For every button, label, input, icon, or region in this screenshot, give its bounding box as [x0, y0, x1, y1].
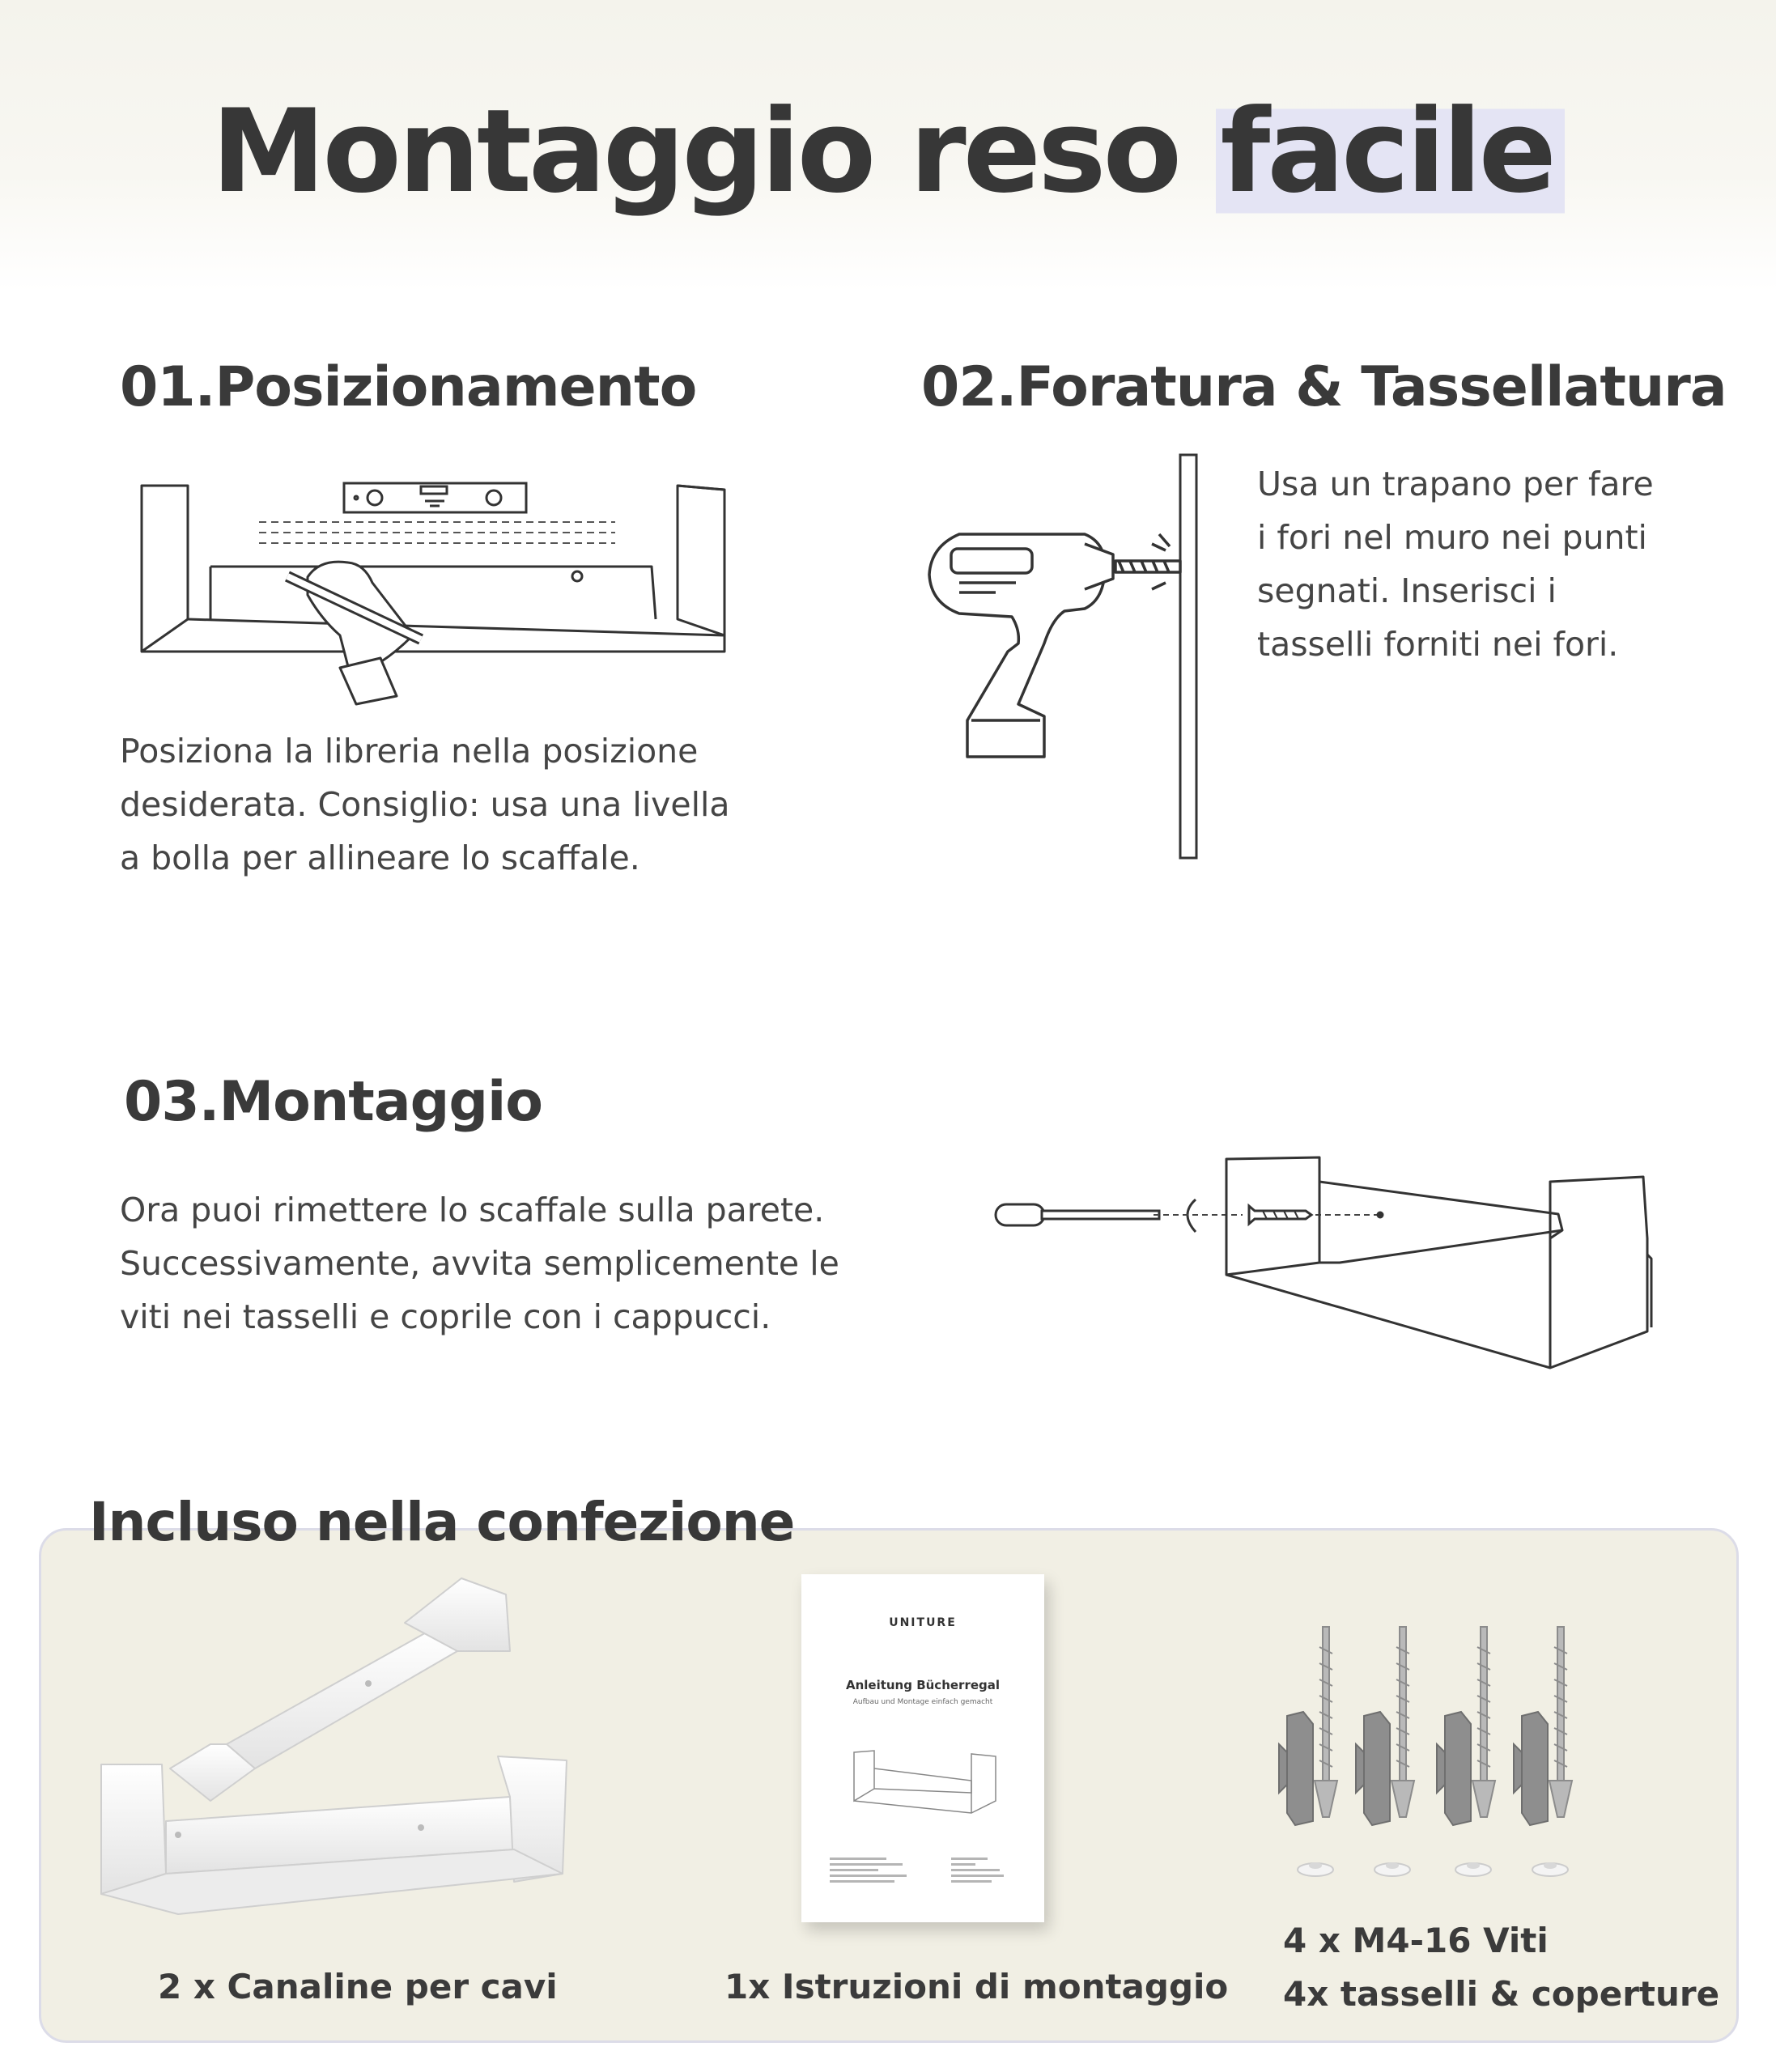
screwdriver-icon	[996, 1204, 1159, 1225]
manual-image	[801, 1574, 1044, 1922]
included-item-1-caption: 2 x Canaline per cavi	[158, 1967, 558, 2006]
screw-icon	[1279, 1627, 1337, 1876]
positioning-illustration	[134, 473, 733, 716]
included-item-3-caption: 4 x M4-16 Viti 4x tasselli & coperture	[1283, 1921, 1720, 2014]
channel-upper	[170, 1578, 510, 1801]
manual-brand: UNITURE	[889, 1616, 957, 1629]
step-1-heading: 01.Posizionamento	[120, 355, 697, 419]
alignment-lines	[259, 522, 615, 543]
mounting-illustration	[992, 1149, 1655, 1376]
page-title-highlight: facile	[1216, 85, 1565, 219]
step-1-description: Posiziona la libreria nella posizione desiderata. Consiglio: usa una livella a bolla per allineare lo scaffale.	[120, 732, 730, 877]
manual-subtitle: Aufbau und Montage einfach gemacht	[852, 1698, 993, 1706]
cable-channels-image	[89, 1574, 591, 1922]
channel-lower	[101, 1756, 567, 1914]
wall-icon	[1180, 455, 1196, 858]
shelf-icon	[142, 486, 724, 652]
manual-footer-text	[830, 1858, 1016, 1890]
pencil-hand-icon	[287, 562, 421, 704]
shelf-icon	[1226, 1157, 1651, 1368]
manual-title: Anleitung Bücherregal	[845, 1678, 1001, 1692]
screw-icon	[1249, 1206, 1311, 1224]
included-heading: Incluso nella confezione	[89, 1491, 795, 1553]
step-3-description: Ora puoi rimettere lo scaffale sulla parete. Successivamente, avvita semplicemente le viti nei tasselli e coprile con i cappucci.	[120, 1191, 839, 1336]
wall-plug-icon	[1279, 1712, 1313, 1825]
included-item-2-caption: 1x Istruzioni di montaggio	[724, 1967, 1229, 2006]
step-2-heading: 02.Foratura & Tassellatura	[921, 355, 1727, 419]
manual-shelf-drawing	[850, 1744, 1000, 1817]
page-title-main: Montaggio reso	[211, 85, 1179, 219]
screws-and-plugs-image	[1279, 1623, 1619, 1890]
step-3-heading: 03.Montaggio	[124, 1070, 543, 1134]
spirit-level-icon	[344, 483, 526, 512]
drill-icon	[929, 534, 1180, 757]
step-2-description: Usa un trapano per fare i fori nel muro nei punti segnati. Inserisci i tasselli forniti nei fori.	[1257, 465, 1654, 664]
drilling-illustration	[923, 453, 1214, 862]
page-title	[0, 85, 1776, 219]
